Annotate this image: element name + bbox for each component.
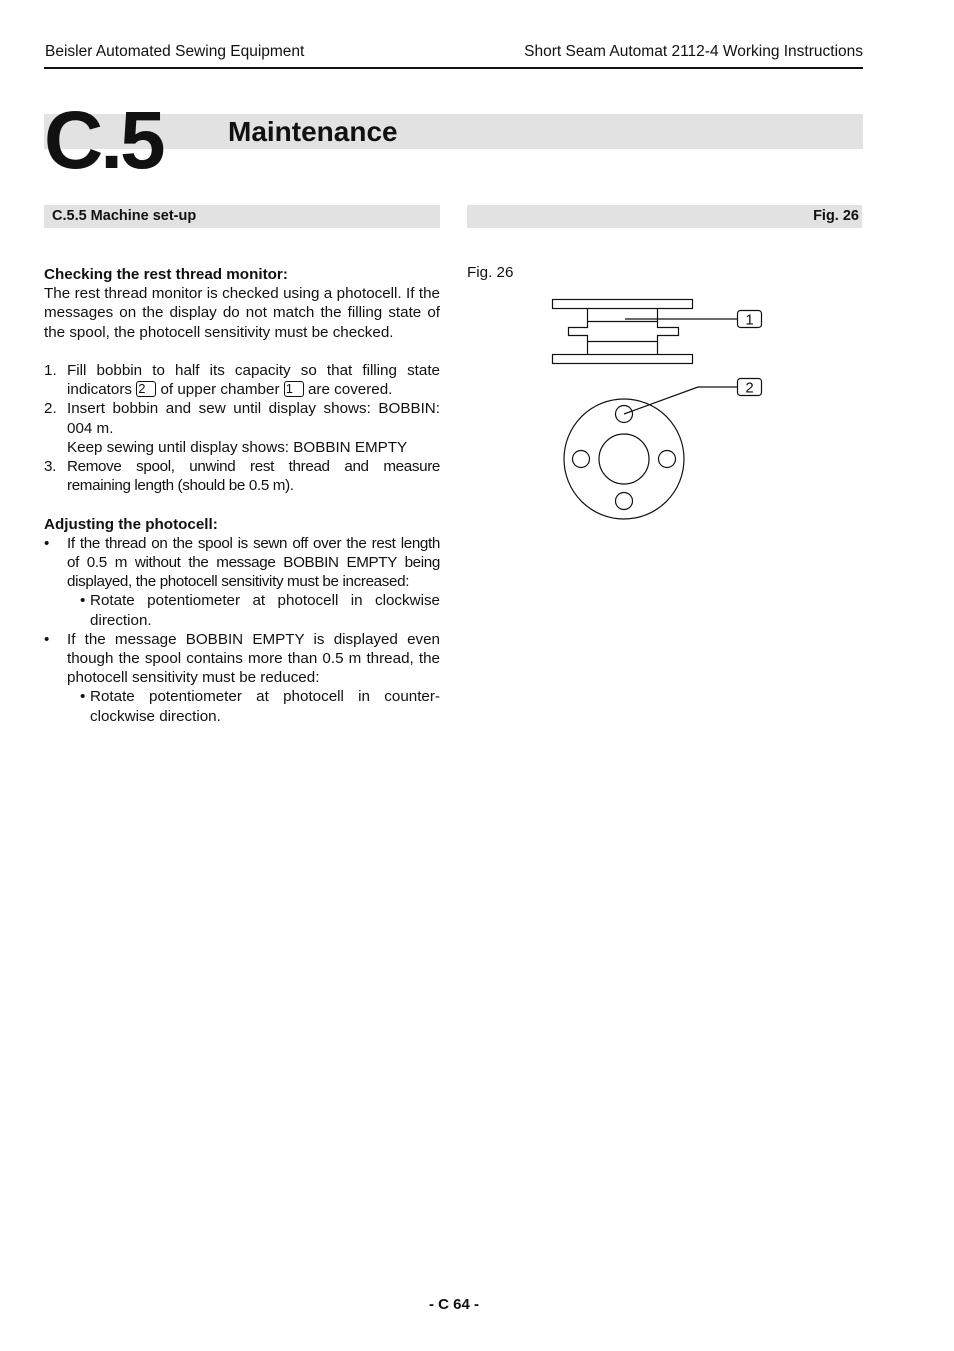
step-1 (44, 361, 440, 399)
sub-bullet-item (44, 591, 440, 629)
callout-label-2: 2 (745, 379, 754, 397)
body-text (44, 265, 440, 726)
bullet-marker: • (44, 534, 49, 552)
chapter-number: C.5 (44, 95, 163, 186)
indicator-hole (616, 493, 633, 510)
figure-caption: Fig. 26 (467, 264, 514, 281)
step-3 (44, 457, 440, 495)
bobbin-figure (540, 290, 780, 530)
adjusting-heading: Adjusting the photocell: (44, 515, 218, 533)
checking-heading: Checking the rest thread monitor: (44, 266, 288, 283)
step-number: 2. (44, 400, 57, 418)
header-left: Beisler Automated Sewing Equipment (45, 43, 305, 60)
section-title: C.5.5 Machine set-up (44, 205, 440, 228)
page-number: - C 64 - (428, 1296, 479, 1313)
spool-hub-circle (599, 434, 649, 484)
step-text: Insert bobbin and sew until display shows: BOBBIN: 004 m. (67, 400, 440, 437)
bullet-marker: • (80, 592, 86, 610)
sub-bullet-text: Rotate potentiometer at photocell in counter-clockwise direction. (90, 688, 440, 725)
bullet-marker: • (80, 688, 86, 706)
spool-outer-circle (564, 399, 684, 519)
chapter-title: Maintenance (228, 116, 398, 147)
bullet-text: If the message BOBBIN EMPTY is displayed even though the spool contains more than 0.5 m thread, the photocell sensitivity must be reduced: (67, 630, 440, 687)
step-number: 1. (44, 362, 57, 379)
indicator-hole (659, 451, 676, 468)
section-fig-label: Fig. 26 (467, 205, 862, 228)
header-rule (44, 67, 863, 69)
chapter-bar (44, 114, 863, 149)
header-right: Short Seam Automat 2112-4 Working Instructions (524, 43, 863, 60)
step-2 (44, 399, 440, 457)
callout-ref-box: 1 (284, 381, 304, 397)
step-text: of upper chamber (160, 381, 280, 399)
indicator-hole (573, 451, 590, 468)
checking-intro: The rest thread monitor is checked using a photocell. If the messages on the display do not match the filling state of the spool, the photocell sensitivity must be checked. (44, 285, 440, 341)
spool-bottom-flange (553, 355, 693, 364)
step-text: Remove spool, unwind rest thread and measure remaining length (should be 0.5 m). (67, 458, 440, 495)
step-text: Fill bobbin to half its capacity so that filling state indicators (67, 362, 440, 399)
sub-bullet-text: Rotate potentiometer at photocell in clockwise direction. (90, 592, 440, 629)
spool-top-flange (553, 300, 693, 309)
bullet-item (44, 630, 440, 688)
step-text: are covered. (307, 381, 393, 399)
sub-bullet-item (44, 687, 440, 725)
bullet-marker: • (44, 630, 50, 648)
step-text: Keep sewing until display shows: BOBBIN EMPTY (67, 438, 408, 456)
bullet-item (44, 534, 440, 592)
callout-label-1: 1 (745, 311, 754, 329)
callout-ref-box: 2 (136, 381, 156, 397)
bullet-text: If the thread on the spool is sewn off over the rest length of 0.5 m without the message BOBBIN EMPTY being displayed, the photocell sensitivity must be increased: (67, 534, 440, 591)
step-number: 3. (44, 458, 56, 476)
spool-core (569, 309, 679, 355)
